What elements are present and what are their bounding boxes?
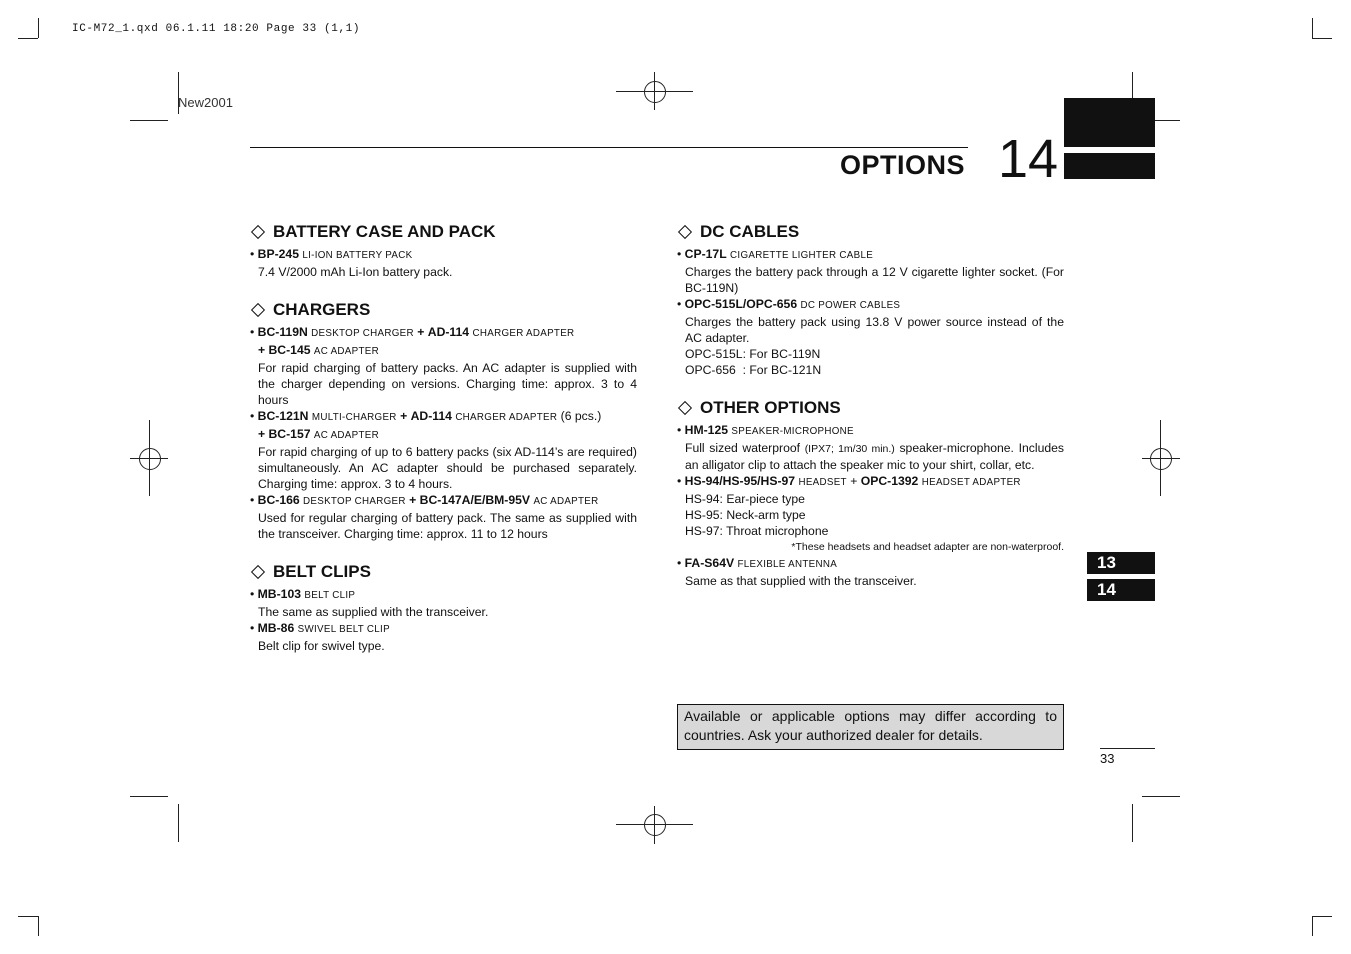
item-line: OPC-656 : For BC-121N [685,363,822,377]
item-code: BC-166 [257,493,300,507]
item-code: OPC-1392 [860,474,919,488]
item-code: MB-103 [257,587,302,601]
item-desc: SWIVEL BELT CLIP [297,624,390,635]
item-desc: CHARGER ADAPTER [472,328,575,339]
item-body: Same as that supplied with the transceiver. [685,574,917,588]
list-item: • BP-245 LI-ION BATTERY PACK 7.4 V/2000 mAh Li-Ion battery pack. [250,246,637,280]
chapter-tab-13: 13 [1087,552,1155,574]
file-info: IC-M72_1.qxd 06.1.11 18:20 Page 33 (1,1) [72,23,361,35]
plus-sign: + [409,493,417,507]
item-code: BC-119N [257,325,308,339]
item-desc: CIGARETTE LIGHTER CABLE [730,250,874,261]
chapter-tab-14: 14 [1087,579,1155,601]
item-code: BP-245 [257,247,299,261]
item-line: HS-97: Throat microphone [685,524,829,538]
item-body: 7.4 V/2000 mAh Li-Ion battery pack. [258,265,453,279]
item-body: speaker-microphone. Includes an alligator clip to attach the speaker mic to your shirt, collar, etc. [685,441,1064,472]
right-column [677,222,1064,609]
diamond-icon [251,303,265,317]
item-body: For rapid charging of battery packs. An AC adapter is supplied with the charger depending on versions. Charging time: approx. 3 to 4 hours [258,361,637,407]
chapter-block-top [1064,98,1155,147]
item-desc: AC ADAPTER [313,430,379,441]
item-desc: MULTI-CHARGER [311,412,397,423]
item-desc: AC ADAPTER [533,496,599,507]
item-body: Charges the battery pack using 13.8 V power source instead of the AC adapter. [685,315,1064,345]
diamond-icon [678,401,692,415]
diamond-icon [678,225,692,239]
list-item: • BC-119N DESKTOP CHARGER + AD-114 CHARGER ADAPTER + BC-145 AC ADAPTER For rapid charging of battery packs. An AC adapter is supplied with the charger depending on versions. Charging time: approx. 3 to 4 hours [250,325,637,407]
section-heading: DC CABLES [700,222,800,241]
list-item: • CP-17L CIGARETTE LIGHTER CABLE Charges the battery pack through a 12 V cigarette lighter socket. (For BC-119N) [677,247,1064,295]
section-battery [250,222,637,280]
item-desc: DESKTOP CHARGER [311,328,414,339]
item-desc: CHARGER ADAPTER [455,412,558,423]
item-code: + BC-157 [258,427,311,441]
item-body: For rapid charging of up to 6 battery packs (six AD-114’s are required) simultaneously. An AC adapter should be purchased separately. Charging time: approx. 3 to 4 hours. [258,445,637,491]
list-item: • BC-121N MULTI-CHARGER + AD-114 CHARGER ADAPTER (6 pcs.) + BC-157 AC ADAPTER For rapid charging of up to 6 battery packs (six AD-114’s are required) simultaneously. An AC adapter should be purchased separately. Charging time: approx. 3 to 4 hours. [250,409,637,491]
chapter-title: OPTIONS [840,150,966,180]
item-desc: SPEAKER-MICROPHONE [731,426,854,437]
item-body: Belt clip for swivel type. [258,639,385,653]
item-line: HS-95: Neck-arm type [685,508,806,522]
item-code: CP-17L [684,247,727,261]
item-code: + BC-145 [258,343,311,357]
section-heading: BELT CLIPS [273,562,371,581]
section-dc-cables [677,222,1064,378]
item-desc: HEADSET [798,477,847,488]
item-desc: AC ADAPTER [313,346,379,357]
section-heading: CHARGERS [273,300,371,319]
new-label: New2001 [178,95,233,110]
item-extra: (6 pcs.) [560,409,602,423]
diamond-icon [251,225,265,239]
plus-sign: + [417,325,425,339]
plus-sign: + [400,409,408,423]
item-body: Used for regular charging of battery pack. The same as supplied with the transceiver. Charging time: approx. 11 to 12 hours [258,511,637,541]
list-item: • OPC-515L/OPC-656 DC POWER CABLES Charges the battery pack using 13.8 V power source instead of the AC adapter. OPC-515L: For BC-119N OPC-656 : For BC-121N [677,297,1064,377]
section-heading: OTHER OPTIONS [700,398,841,417]
chapter-block-bottom [1064,153,1155,179]
item-spec: (IPX7; 1m/30 min.) [804,443,895,455]
list-item: • HS-94/HS-95/HS-97 HEADSET + OPC-1392 HEADSET ADAPTER HS-94: Ear-piece type HS-95: Neck-arm type HS-97: Throat microphone *These headsets and headset adapter are non-waterproof. [677,474,1064,553]
item-code: HS-94/HS-95/HS-97 [684,474,796,488]
list-item: • MB-103 BELT CLIP The same as supplied with the transceiver. [250,586,637,620]
item-line: HS-94: Ear-piece type [685,492,805,506]
list-item: • FA-S64V FLEXIBLE ANTENNA Same as that supplied with the transceiver. [677,555,1064,589]
item-code: BC-147A/E/BM-95V [419,493,531,507]
item-code: AD-114 [427,325,470,339]
left-column [250,222,637,674]
list-item: • HM-125 SPEAKER-MICROPHONE Full sized waterproof (IPX7; 1m/30 min.) speaker-microphone. Includes an alligator clip to attach the speaker mic to your shirt, collar, etc. [677,423,1064,472]
title-rule [250,147,968,148]
item-desc: HEADSET ADAPTER [921,477,1021,488]
item-note: *These headsets and headset adapter are non-waterproof. [791,541,1064,553]
plus-sign: + [850,474,858,488]
notice-box: Available or applicable options may differ according to countries. Ask your authorized dealer for details. [677,704,1064,750]
item-desc: DC POWER CABLES [800,300,901,311]
item-code: HM-125 [684,423,729,437]
item-code: BC-121N [257,409,309,423]
item-code: FA-S64V [684,556,735,570]
item-line: OPC-515L: For BC-119N [685,347,821,361]
item-body: The same as supplied with the transceiver. [258,605,489,619]
section-belt-clips [250,562,637,654]
item-body: Full sized waterproof [685,441,801,455]
item-desc: LI-ION BATTERY PACK [302,250,413,261]
item-desc: FLEXIBLE ANTENNA [737,559,838,570]
page-number: 33 [1100,751,1115,766]
item-desc: DESKTOP CHARGER [303,496,406,507]
diamond-icon [251,565,265,579]
item-desc: BELT CLIP [304,590,356,601]
item-code: OPC-515L/OPC-656 [684,297,798,311]
list-item: • MB-86 SWIVEL BELT CLIP Belt clip for swivel type. [250,620,637,654]
section-chargers [250,300,637,542]
section-other-options [677,398,1064,589]
item-code: MB-86 [257,621,295,635]
item-body: Charges the battery pack through a 12 V cigarette lighter socket. (For BC-119N) [685,265,1064,295]
chapter-number: 14 [998,129,1059,189]
item-code: AD-114 [410,409,452,423]
list-item: • BC-166 DESKTOP CHARGER + BC-147A/E/BM-95V AC ADAPTER Used for regular charging of battery pack. The same as supplied with the transceiver. Charging time: approx. 11 to 12 hours [250,493,637,541]
section-heading: BATTERY CASE AND PACK [273,222,496,241]
